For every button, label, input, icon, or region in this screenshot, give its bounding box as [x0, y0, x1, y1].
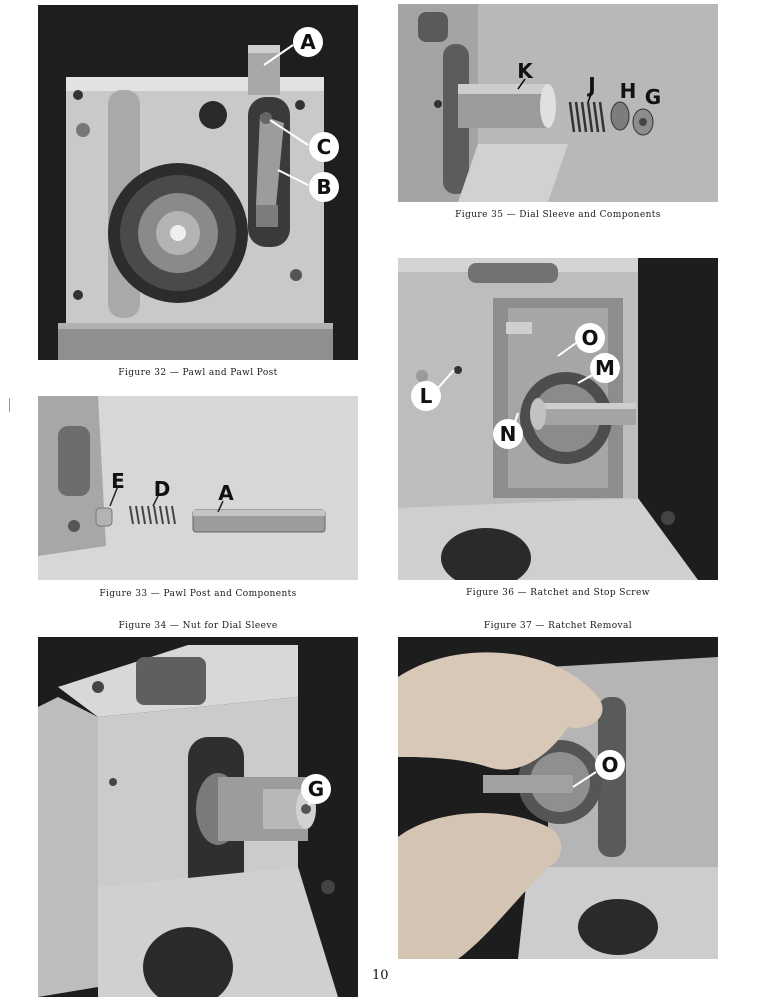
margin-mark: [9, 398, 10, 412]
figure-36-callout-m: [590, 353, 620, 383]
svg-text:L: L: [419, 384, 433, 408]
figure-36-callout-o: [575, 323, 605, 353]
svg-text:G: G: [307, 777, 325, 801]
figure-37-caption: Figure 37 — Ratchet Removal: [483, 621, 633, 631]
svg-text:M: M: [595, 356, 615, 380]
figure-36-callout-l: [411, 381, 441, 411]
figure-36-caption: Figure 36 — Ratchet and Stop Screw: [466, 588, 650, 598]
figure-34-callout-g: [301, 774, 331, 804]
svg-text:B: B: [316, 175, 332, 199]
figure-35-callout-h: [620, 79, 637, 103]
figure-32-callout-b: [309, 172, 339, 202]
svg-text:A: A: [218, 481, 234, 505]
figure-35-caption: Figure 35 — Dial Sleeve and Components: [455, 210, 661, 220]
figure-32-callout-c: [309, 132, 339, 162]
figure-32-callout-a: [293, 27, 323, 57]
figure-33-photo: [38, 396, 358, 580]
svg-text:O: O: [581, 326, 599, 350]
svg-text:K: K: [517, 59, 533, 83]
figure-35-callout-g: [645, 85, 661, 109]
figure-36-photo: [398, 258, 718, 580]
figure-33-caption: Figure 33 — Pawl Post and Components: [99, 589, 297, 599]
svg-text:A: A: [300, 30, 316, 54]
figure-35-callout-j: [586, 73, 595, 97]
svg-text:C: C: [316, 135, 332, 159]
figure-35-callout-k: [517, 59, 534, 83]
figure-37-photo: [398, 637, 718, 959]
svg-text:J: J: [588, 73, 596, 97]
figure-32-photo: [38, 5, 358, 360]
figure-33-callout-e: [111, 469, 125, 493]
svg-text:E: E: [111, 469, 125, 493]
svg-text:N: N: [499, 422, 517, 446]
svg-text:D: D: [153, 477, 171, 501]
svg-text:G: G: [644, 85, 662, 109]
figure-32-caption: Figure 32 — Pawl and Pawl Post: [118, 368, 278, 378]
figure-34-photo: [38, 637, 358, 997]
figure-33-callout-d: [154, 477, 171, 501]
svg-text:H: H: [619, 79, 637, 103]
figure-34-caption: Figure 34 — Nut for Dial Sleeve: [118, 621, 278, 631]
page-number: 10: [372, 968, 389, 983]
figure-33-callout-a: [218, 481, 234, 505]
svg-text:O: O: [601, 753, 619, 777]
figure-36-callout-n: [493, 419, 523, 449]
figure-37-callout-o: [595, 750, 625, 780]
figure-35-photo: [398, 4, 718, 202]
